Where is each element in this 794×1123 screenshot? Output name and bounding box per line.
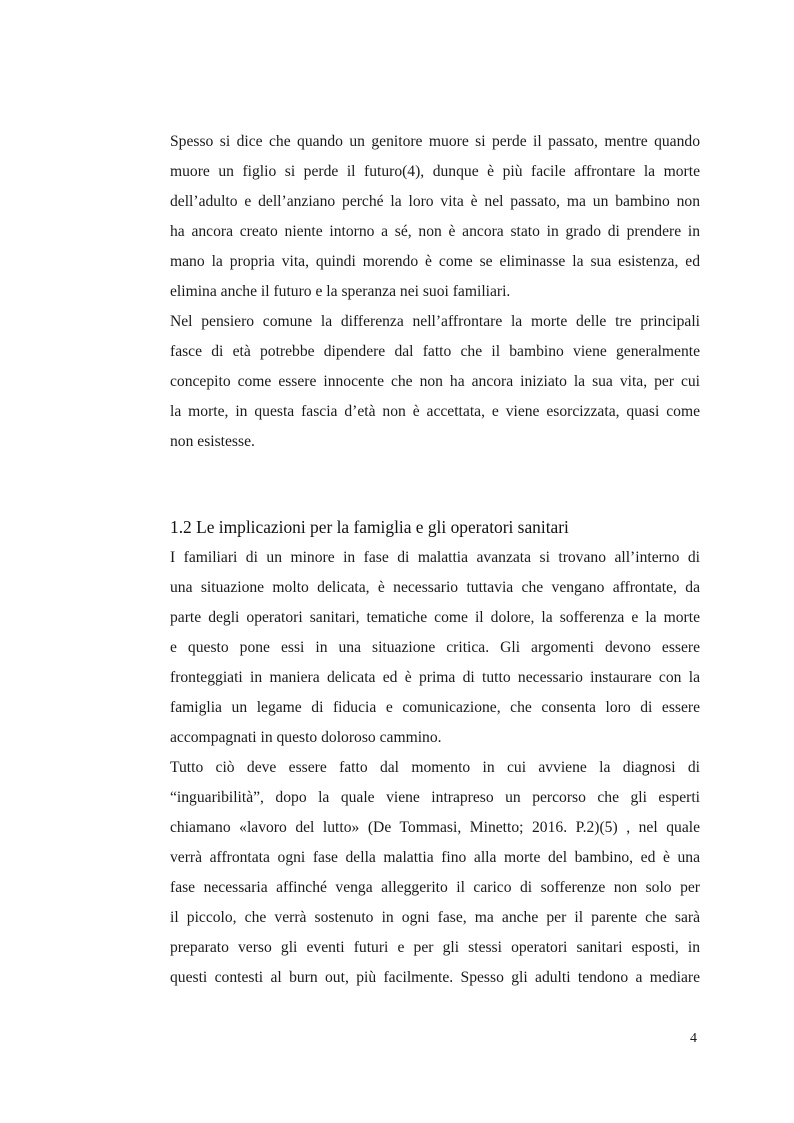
text-line: il piccolo, che verrà sostenuto in ogni fase, ma anche per il parente che sarà [170,909,700,926]
text-line: non esistesse. [170,433,255,450]
text-line: fronteggiati in maniera delicata ed è prima di tutto necessario instaurare con la [170,669,700,686]
text-line: Nel pensiero comune la differenza nell’affrontare la morte delle tre principali [170,313,700,330]
text-line: questi contesti al burn out, più facilmente. Spesso gli adulti tendono a mediare [170,969,700,986]
text-line: accompagnati in questo doloroso cammino. [170,729,442,746]
text-line: Spesso si dice che quando un genitore muore si perde il passato, mentre quando [170,133,700,150]
text-line: “inguaribilità”, dopo la quale viene intrapreso un percorso che gli esperti [170,789,700,806]
text-line: fase necessaria affinché venga alleggerito il carico di sofferenze non solo per [170,879,700,896]
text-line: I familiari di un minore in fase di malattia avanzata si trovano all’interno di [170,549,700,566]
text-line: Tutto ciò deve essere fatto dal momento in cui avviene la diagnosi di [170,759,700,776]
text-line: dell’adulto e dell’anziano perché la loro vita è nel passato, ma un bambino non [170,193,700,210]
text-line: chiamano «lavoro del lutto» (De Tommasi, Minetto; 2016. P.2)(5) , nel quale [170,819,700,836]
text-line: mano la propria vita, quindi morendo è come se eliminasse la sua esistenza, ed [170,253,700,270]
text-line: concepito come essere innocente che non ha ancora iniziato la sua vita, per cui [170,373,700,390]
text-line: una situazione molto delicata, è necessario tuttavia che vengano affrontate, da [170,579,700,596]
text-line: e questo pone essi in una situazione critica. Gli argomenti devono essere [170,639,700,656]
text-line: muore un figlio si perde il futuro(4), dunque è più facile affrontare la morte [170,163,700,180]
text-line: famiglia un legame di fiducia e comunicazione, che consenta loro di essere [170,699,700,716]
text-line: verrà affrontata ogni fase della malattia fino alla morte del bambino, ed è una [170,849,700,866]
text-line: fasce di età potrebbe dipendere dal fatto che il bambino viene generalmente [170,343,700,360]
text-line: preparato verso gli eventi futuri e per gli stessi operatori sanitari esposti, in [170,939,700,956]
text-line: ha ancora creato niente intorno a sé, non è ancora stato in grado di prendere in [170,223,700,240]
text-line: la morte, in questa fascia d’età non è accettata, e viene esorcizzata, quasi come [170,403,700,420]
page-number: 4 [690,1031,697,1046]
text-line: parte degli operatori sanitari, tematiche come il dolore, la sofferenza e la morte [170,609,700,626]
section-heading: 1.2 Le implicazioni per la famiglia e gli operatori sanitari [170,517,569,537]
text-line: elimina anche il futuro e la speranza nei suoi familiari. [170,283,511,300]
